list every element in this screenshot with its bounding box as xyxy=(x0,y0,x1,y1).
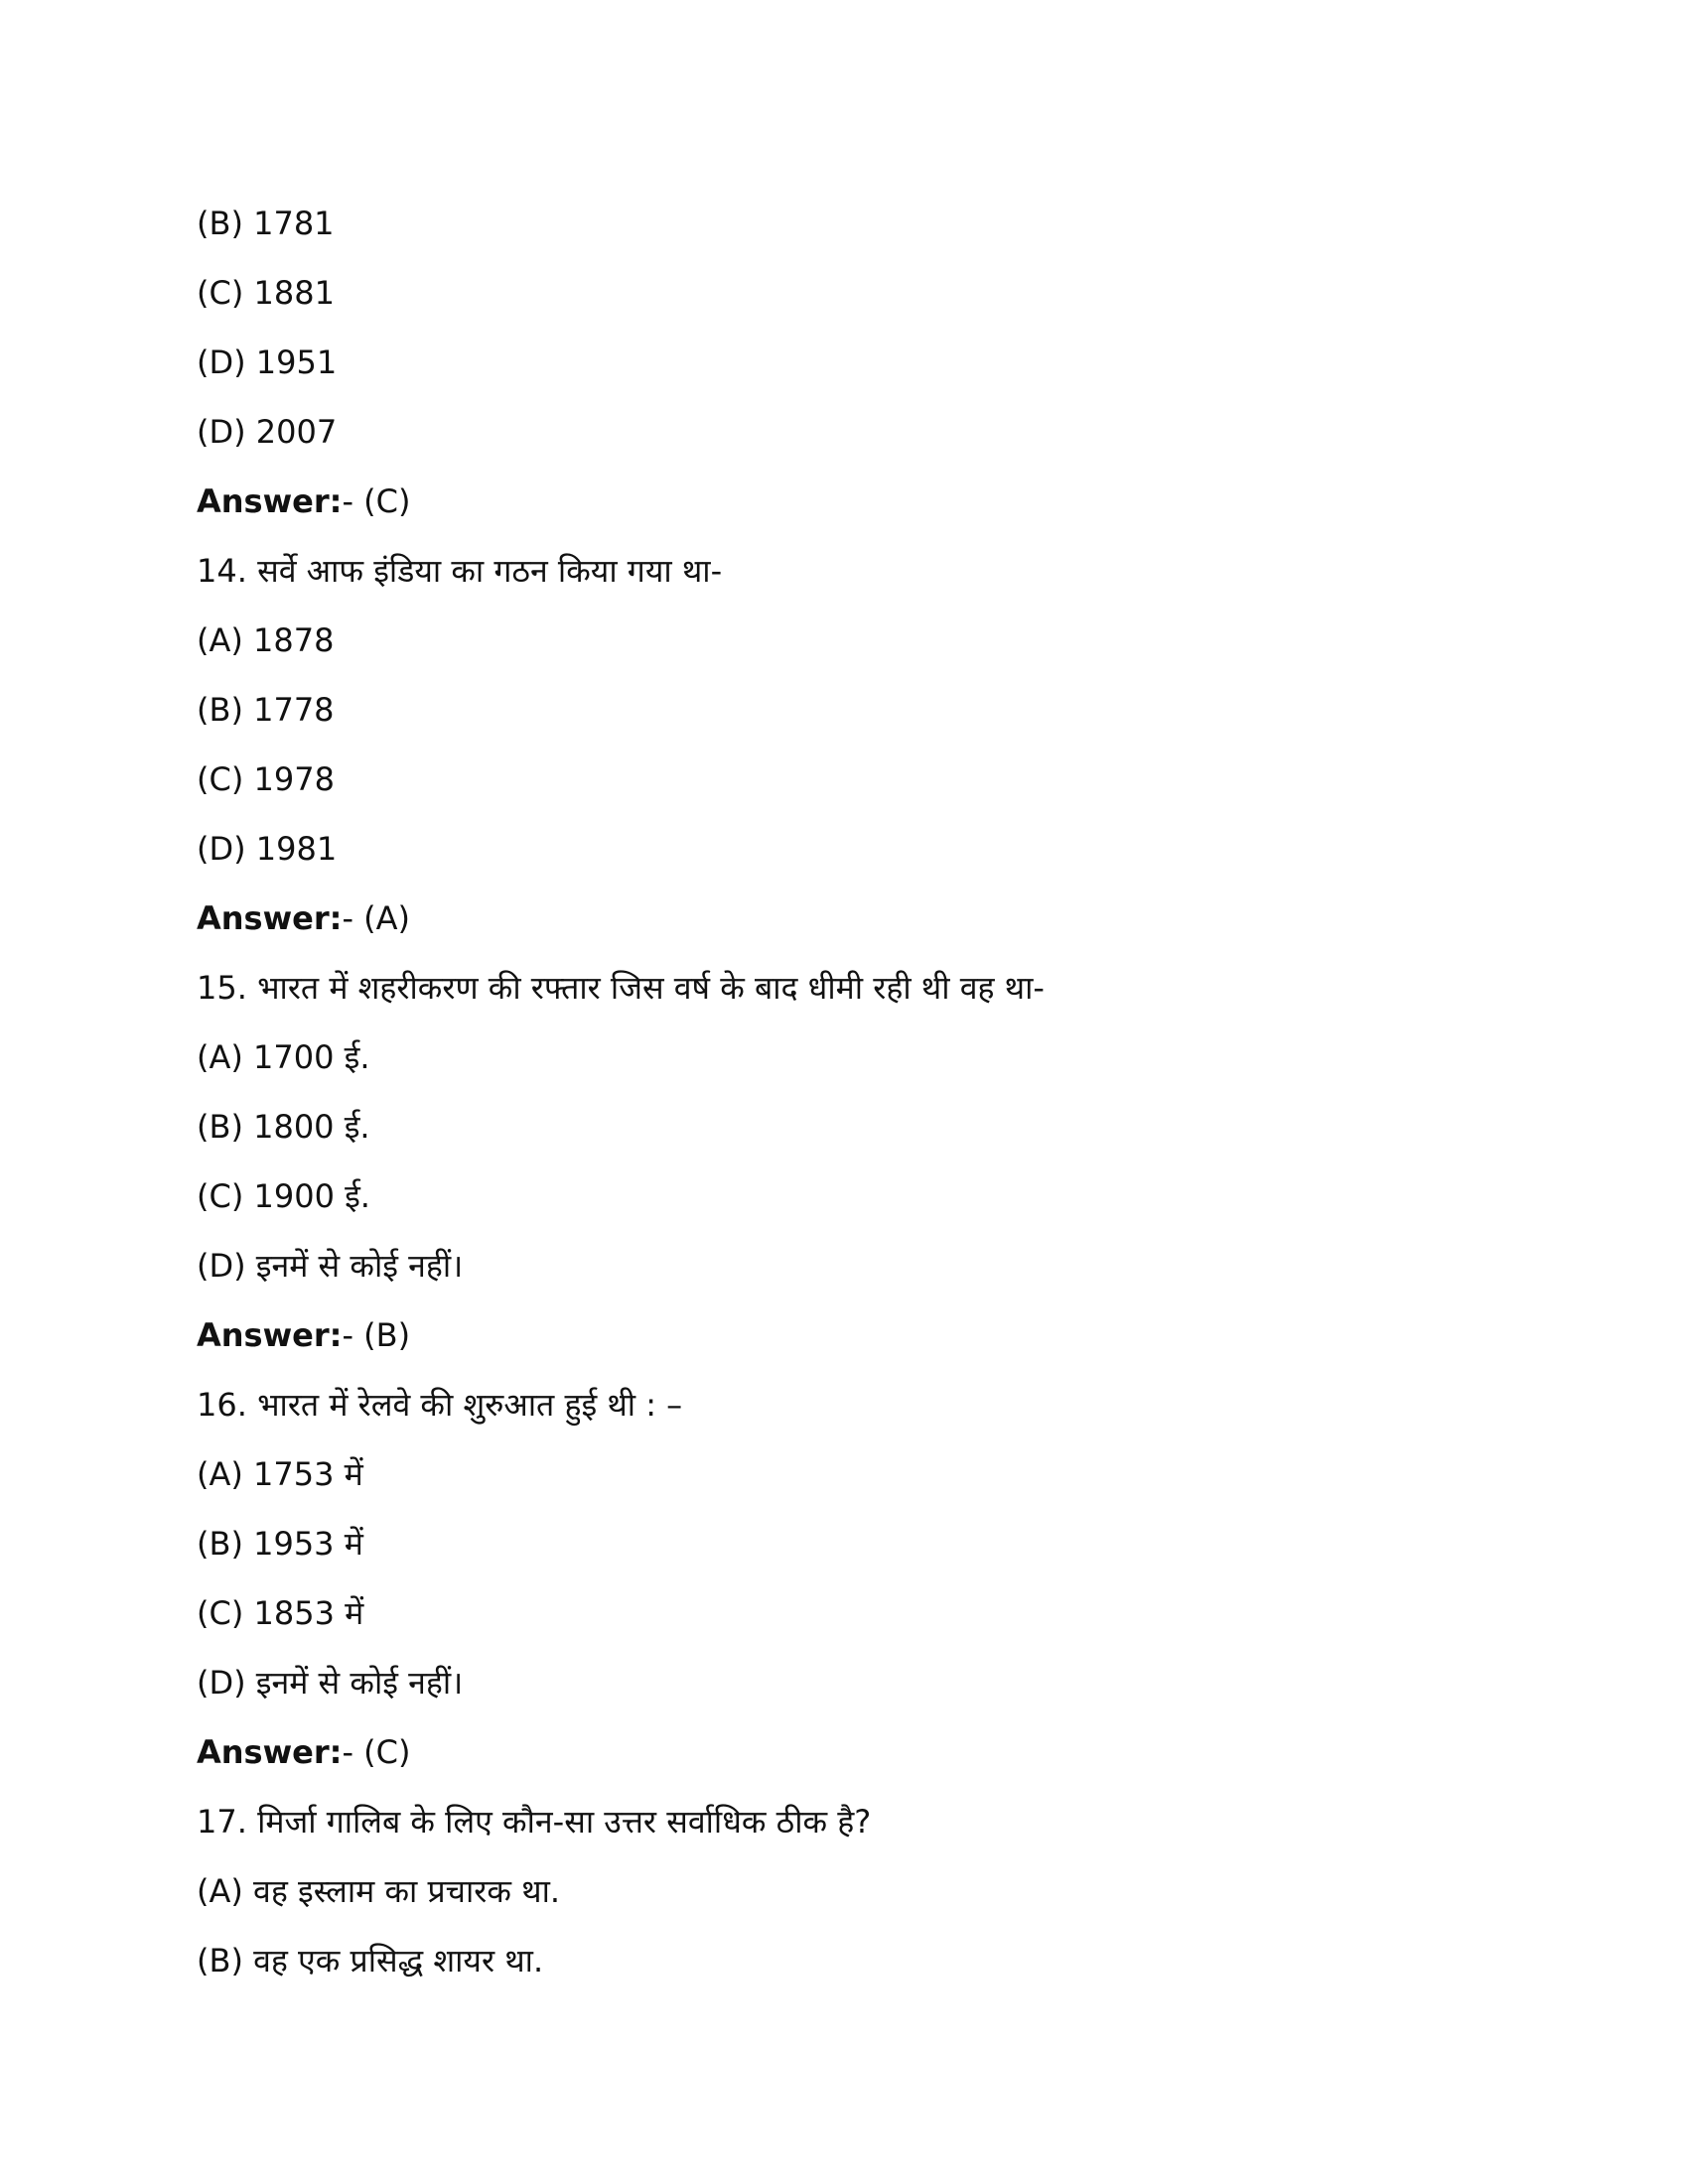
answer-q15 xyxy=(197,1308,1507,1378)
option-d-q16: (D) इनमें से कोई नहीं। xyxy=(197,1664,464,1702)
option-d-q13: (D) 1951 xyxy=(197,343,338,381)
option-b-q17: (B) वह एक प्रसिद्ध शायर था. xyxy=(197,1942,544,1979)
option-a-q14: (A) 1878 xyxy=(197,621,335,659)
answer-label: Answer: xyxy=(197,899,343,937)
option-b-q16: (B) 1953 में xyxy=(197,1525,363,1563)
option-a-q16: (A) 1753 में xyxy=(197,1455,363,1493)
question-17: 17. मिर्जा गालिब के लिए कौन-सा उत्तर सर्वाधिक ठीक है? xyxy=(197,1803,872,1841)
option-d-q14: (D) 1981 xyxy=(197,830,338,868)
document-page xyxy=(197,197,1507,2003)
answer-q14 xyxy=(197,891,1507,961)
question-15: 15. भारत में शहरीकरण की रफ्तार जिस वर्ष के बाद धीमी रही थी वह था- xyxy=(197,969,1045,1007)
option-c-q14: (C) 1978 xyxy=(197,760,335,798)
option-a-q17: (A) वह इस्लाम का प्रचारक था. xyxy=(197,1872,561,1910)
answer-label: Answer: xyxy=(197,482,343,520)
answer-value: - (C) xyxy=(342,482,411,520)
question-14: 14. सर्वे आफ इंडिया का गठन किया गया था- xyxy=(197,552,723,590)
answer-label: Answer: xyxy=(197,1733,343,1771)
option-d2-q13: (D) 2007 xyxy=(197,413,338,451)
answer-value: - (B) xyxy=(342,1316,411,1354)
option-a-q15: (A) 1700 ई. xyxy=(197,1038,370,1076)
option-b-q14: (B) 1778 xyxy=(197,691,335,729)
answer-label: Answer: xyxy=(197,1316,343,1354)
option-c-q13: (C) 1881 xyxy=(197,274,335,312)
option-d-q15: (D) इनमें से कोई नहीं। xyxy=(197,1247,464,1285)
question-16: 16. भारत में रेलवे की शुरुआत हुई थी : – xyxy=(197,1386,683,1424)
answer-value: - (A) xyxy=(342,899,411,937)
option-b-q15: (B) 1800 ई. xyxy=(197,1108,370,1146)
answer-q13 xyxy=(197,475,1507,544)
answer-q16 xyxy=(197,1725,1507,1795)
option-c-q15: (C) 1900 ई. xyxy=(197,1177,370,1215)
option-c-q16: (C) 1853 में xyxy=(197,1594,364,1632)
option-b-q13: (B) 1781 xyxy=(197,205,335,242)
answer-value: - (C) xyxy=(342,1733,411,1771)
